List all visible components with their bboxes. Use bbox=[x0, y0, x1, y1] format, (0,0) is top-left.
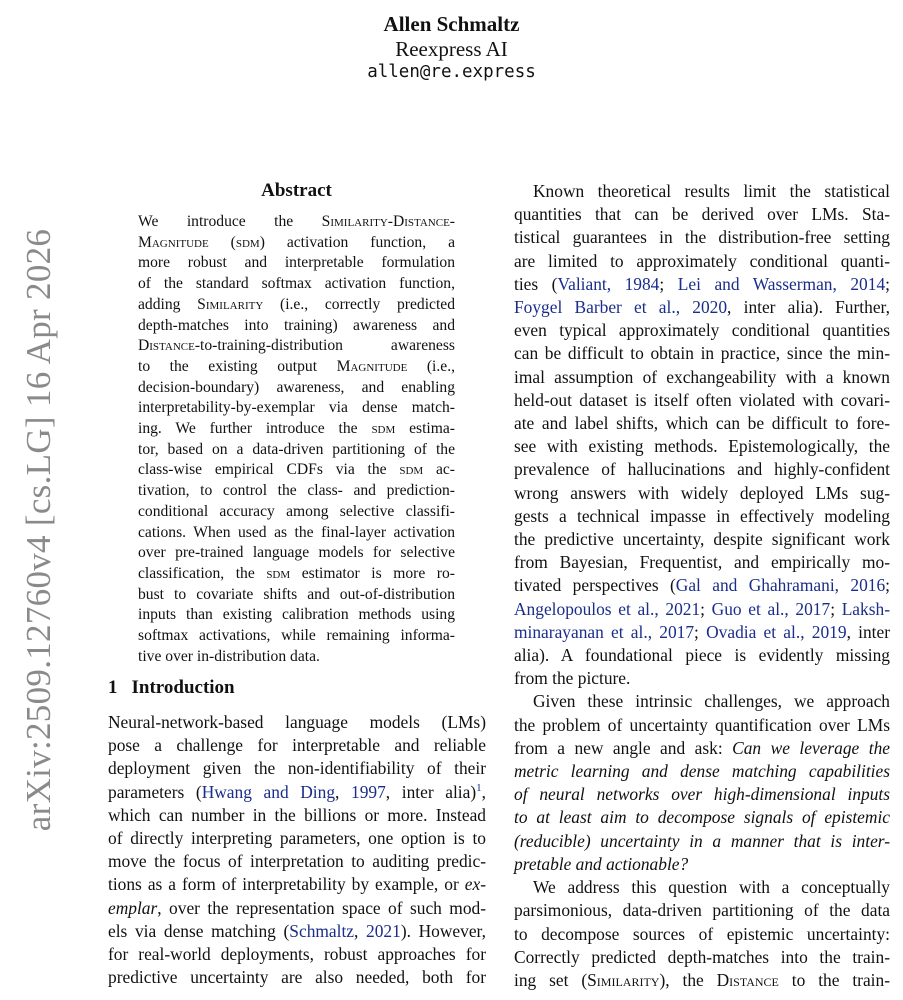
introduction-line: move the focus of interpretation to auditing predic- bbox=[108, 851, 486, 872]
right-column-line: minarayanan et al., 2017; Ovadia et al., 2019, inter bbox=[514, 621, 890, 642]
arxiv-identifier: arXiv:2509.12760v4 [cs.LG] 16 Apr 2026 bbox=[19, 228, 58, 832]
section-number: 1 bbox=[108, 677, 118, 698]
introduction-line: of directly interpreting parameters, one option is to bbox=[108, 828, 486, 849]
right-column-line: from the picture. bbox=[514, 668, 631, 689]
italic-text: pretable and actionable? bbox=[514, 853, 689, 874]
citation-link[interactable]: 2021 bbox=[366, 920, 401, 941]
introduction-line: tions as a form of interpretability by example, or ex- bbox=[108, 874, 486, 895]
right-column-line bbox=[514, 783, 890, 806]
small-caps-term: sdm bbox=[235, 233, 260, 251]
right-column-body bbox=[514, 180, 890, 992]
small-caps-term: Similarity bbox=[587, 969, 660, 990]
abstract-line: We introduce the Similarity-Distance- bbox=[138, 213, 455, 230]
abstract-line: interpretability-by-exemplar via dense match- bbox=[138, 399, 455, 417]
abstract-line: ing. We further introduce the sdm estima- bbox=[138, 420, 456, 438]
citation-link[interactable]: Ovadia et al., 2019 bbox=[706, 621, 847, 642]
right-column-line bbox=[514, 806, 890, 829]
citation-link[interactable]: Hwang and Ding bbox=[201, 781, 336, 802]
small-caps-term: Similarity bbox=[197, 295, 264, 313]
abstract-line: classification, the sdm estimator is more ro- bbox=[138, 564, 455, 582]
right-column-line: Foygel Barber et al., 2020, inter alia). Further, bbox=[514, 297, 890, 318]
small-caps-term: Distance bbox=[138, 337, 195, 355]
italic-text: ex- bbox=[464, 874, 486, 895]
abstract-line: Magnitude (sdm) activation function, a bbox=[138, 233, 455, 251]
footnote-marker[interactable]: 1 bbox=[476, 781, 482, 794]
abstract-line: to the existing output Magnitude (i.e., bbox=[138, 357, 455, 375]
abstract-line: tor, based on a data-driven partitioning of the bbox=[138, 440, 455, 458]
right-column-line: ties (Valiant, 1984; Lei and Wasserman, 2014; bbox=[514, 273, 890, 294]
section-title: Introduction bbox=[131, 677, 235, 698]
right-column-line: prevalence of hallucinations and highly-confident bbox=[514, 459, 890, 480]
abstract-line: inputs than existing calibration methods using bbox=[138, 606, 455, 624]
abstract-line: decision-boundary) awareness, and enabling bbox=[138, 378, 455, 396]
citation-link[interactable]: Schmaltz bbox=[289, 920, 355, 941]
right-column-line bbox=[514, 853, 890, 876]
introduction-body bbox=[108, 711, 486, 989]
abstract-line: more robust and interpretable formulation bbox=[138, 254, 455, 272]
introduction-line: els via dense matching (Schmaltz, 2021). However, bbox=[108, 920, 486, 941]
introduction-line: emplar, over the representation space of such mod- bbox=[108, 897, 486, 918]
right-column-line: even typical approximately conditional quantities bbox=[514, 320, 890, 341]
right-column-line: Correctly predicted depth-matches into the train- bbox=[514, 946, 890, 967]
right-column-line bbox=[514, 760, 890, 783]
italic-text: emplar bbox=[108, 897, 158, 918]
right-column-line: tistical guarantees in the distribution-free setting bbox=[514, 227, 890, 248]
right-column-line: ate and label shifts, which can be difficult to fore- bbox=[514, 413, 890, 434]
small-caps-term: Magnitude bbox=[138, 233, 209, 251]
small-caps-term: Magnitude bbox=[336, 357, 408, 375]
right-column-line: from a new angle and ask: Can we leverage the bbox=[514, 737, 890, 758]
right-column-line: can be difficult to obtain in practice, since the min- bbox=[514, 343, 890, 364]
citation-link[interactable]: Gal and Ghahramani, 2016 bbox=[675, 575, 886, 596]
citation-link[interactable]: Guo et al., 2017 bbox=[711, 598, 831, 619]
italic-text: to at least aim to decompose signals of epistemic bbox=[514, 807, 890, 828]
right-column-line: We address this question with a conceptually bbox=[533, 877, 890, 898]
abstract-line: conditional accuracy among selective classifi- bbox=[138, 502, 455, 520]
abstract-line: Distance-to-training-distribution awareness bbox=[138, 337, 455, 355]
author-name: Allen Schmaltz bbox=[383, 12, 520, 36]
abstract-line: of the standard softmax activation function, bbox=[138, 275, 455, 293]
small-caps-term: Distance bbox=[716, 969, 779, 990]
abstract-body bbox=[138, 212, 455, 667]
right-column-line: Known theoretical results limit the statistical bbox=[533, 181, 890, 201]
small-caps-term: sdm bbox=[266, 564, 291, 582]
small-caps-term: sdm bbox=[371, 420, 396, 438]
abstract-line: cations. When used as the final-layer activation bbox=[138, 523, 455, 541]
author-email[interactable]: allen@re.express bbox=[367, 62, 536, 82]
abstract-title: Abstract bbox=[261, 180, 332, 201]
abstract-line: bust to covariate shifts and out-of-distribution bbox=[138, 585, 455, 603]
abstract-line: adding Similarity (i.e., correctly predicted bbox=[138, 295, 455, 313]
italic-text: of neural networks over high-dimensional inputs bbox=[514, 784, 890, 805]
abstract-line: depth-matches into training) awareness and bbox=[138, 316, 455, 334]
small-caps-term: sdm bbox=[399, 461, 424, 479]
small-caps-term: Similarity-Distance- bbox=[321, 213, 455, 230]
right-column-line: Angelopoulos et al., 2021; Guo et al., 2017; Laksh- bbox=[514, 598, 890, 619]
right-column-line: to decompose sources of epistemic uncertainty: bbox=[514, 923, 890, 944]
abstract-line: tivation, to control the class- and prediction- bbox=[138, 482, 455, 500]
right-column-line: imal assumption of exchangeability with a known bbox=[514, 366, 890, 387]
section-heading-introduction bbox=[108, 677, 235, 699]
abstract-line: tive over in-distribution data. bbox=[138, 647, 320, 665]
right-column-line: held-out dataset is itself often violated with covari- bbox=[514, 389, 890, 410]
citation-link[interactable]: minarayanan et al., 2017 bbox=[514, 621, 695, 642]
citation-link[interactable]: 1997 bbox=[351, 781, 386, 802]
right-column-line bbox=[514, 830, 890, 853]
right-column-line: quantities that can be derived over LMs. Sta- bbox=[514, 204, 890, 225]
abstract-line: class-wise empirical CDFs via the sdm ac- bbox=[138, 461, 455, 479]
introduction-line: for real-world deployments, robust approaches for bbox=[108, 944, 486, 965]
italic-text: (reducible) uncertainty in a manner that is inter- bbox=[514, 830, 890, 851]
citation-link[interactable]: Foygel Barber et al., 2020 bbox=[514, 297, 728, 318]
right-column-line: alia). A foundational piece is evidently missing bbox=[514, 645, 890, 666]
right-column-line: parsimonious, data-driven partitioning of the data bbox=[514, 900, 890, 921]
citation-link[interactable]: Lei and Wasserman, 2014 bbox=[677, 273, 886, 294]
right-column-line: Given these intrinsic challenges, we approach bbox=[533, 691, 890, 712]
citation-link[interactable]: Angelopoulos et al., 2021 bbox=[514, 598, 701, 619]
right-column-line: are limited to approximately conditional quanti- bbox=[514, 250, 890, 271]
introduction-line: which can number in the billions or more. Instead bbox=[108, 804, 486, 825]
right-column-line: the predictive uncertainty, despite significant work bbox=[514, 529, 890, 550]
introduction-line: deployment given the non-identifiability of their bbox=[108, 758, 486, 779]
introduction-line: predictive uncertainty are also needed, both for bbox=[108, 967, 486, 988]
right-column-line: ing set (Similarity), the Distance to the train- bbox=[514, 969, 890, 990]
italic-text: Can we leverage the bbox=[732, 737, 890, 758]
right-column-line: from Bayesian, Frequentist, and empirically mo- bbox=[514, 552, 890, 573]
right-column-line: gests a technical impasse in effectively modeling bbox=[514, 505, 890, 526]
right-column-line: the problem of uncertainty quantification over LMs bbox=[514, 714, 890, 735]
italic-text: metric learning and dense matching capabilities bbox=[514, 761, 890, 782]
arxiv-sidebar bbox=[14, 210, 64, 850]
right-column-line: tivated perspectives (Gal and Ghahramani, 2016; bbox=[514, 575, 890, 596]
introduction-line: parameters (Hwang and Ding, 1997, inter alia)$^1$, bbox=[108, 781, 486, 802]
abstract-line: over pre-trained language models for selective bbox=[138, 544, 455, 562]
introduction-line: pose a challenge for interpretable and reliable bbox=[108, 735, 486, 756]
citation-link[interactable]: Valiant, 1984 bbox=[557, 273, 660, 294]
right-column-line: wrong answers with widely deployed LMs sug- bbox=[514, 482, 890, 503]
abstract-line: softmax activations, while remaining informa- bbox=[138, 627, 455, 645]
right-column-line: see with existing methods. Epistemologically, the bbox=[514, 436, 890, 457]
introduction-line: Neural-network-based language models (LMs) bbox=[108, 712, 486, 732]
citation-link[interactable]: Laksh- bbox=[841, 598, 890, 619]
author-affiliation: Reexpress AI bbox=[395, 37, 508, 61]
